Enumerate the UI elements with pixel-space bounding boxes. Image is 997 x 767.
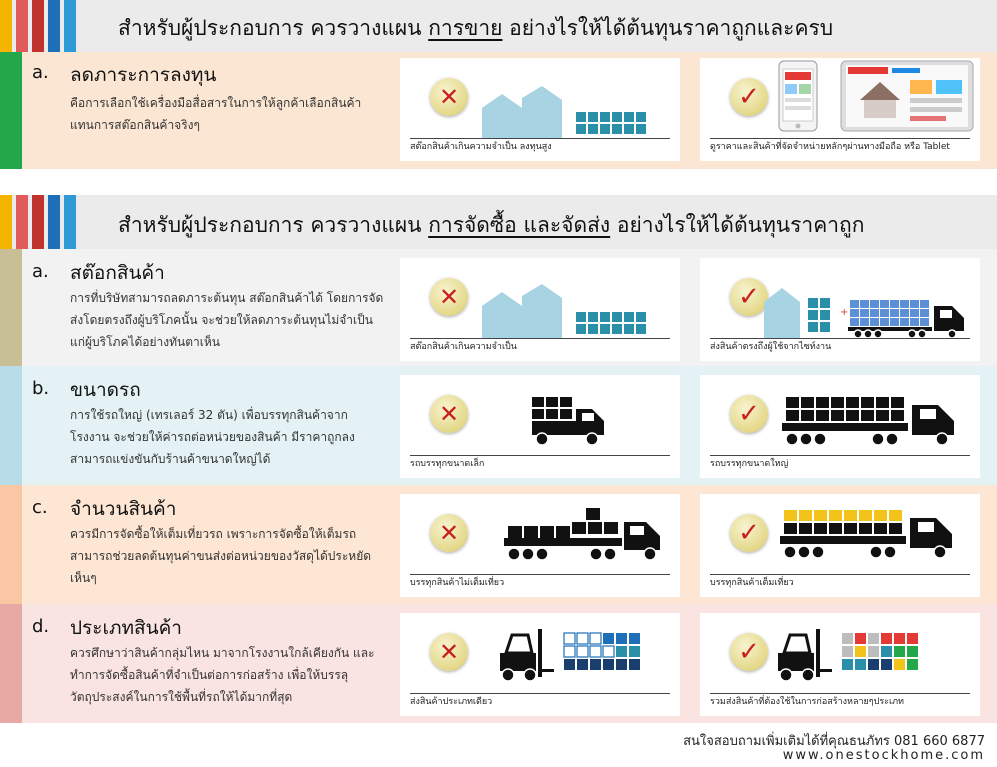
good-panel xyxy=(700,258,980,361)
section1-row xyxy=(0,52,997,169)
good-panel xyxy=(700,375,980,478)
tablet-illustration xyxy=(840,60,974,132)
good-caption: ดูราคาและสินค้าที่จัดจำหน่ายหลักๆผ่านทางมือถือ หรือ Tablet xyxy=(710,142,950,152)
row-quantity xyxy=(0,485,997,604)
row-accent xyxy=(0,52,22,169)
bad-caption: รถบรรทุกขนาดเล็ก xyxy=(410,459,485,469)
bad-panel xyxy=(400,258,680,361)
row-letter: b. xyxy=(32,378,50,399)
row-description: คือการเลือกใช้เครื่องมือสื่อสารในการให้ลูกค้าเลือกสินค้า แทนการสต๊อกสินค้าจริงๆ xyxy=(70,96,362,132)
good-panel xyxy=(700,494,980,597)
warehouse-truck-illustration xyxy=(762,284,974,340)
row-stock xyxy=(0,249,997,366)
check-icon: ✓ xyxy=(730,78,768,116)
bad-caption: ส่งสินค้าประเภทเดียว xyxy=(410,697,493,707)
cross-icon: ✕ xyxy=(430,278,468,316)
row-letter: a. xyxy=(32,62,49,83)
good-caption: บรรทุกสินค้าเต็มเที่ยว xyxy=(710,578,794,588)
check-icon: ✓ xyxy=(730,633,768,671)
row-description: การใช้รถใหญ่ (เทรเลอร์ 32 ตัน) เพื่อบรรทุกสินค้าจากโรงงาน จะช่วยให้ค่ารถต่อหน่วยของสินค้า มีราคาถูกลง สามารถแข่งขันกับร้านค้าขนาดใหญ่ได้ xyxy=(70,408,355,466)
row-title: ขนาดรถ xyxy=(70,379,141,401)
small-truck-illustration xyxy=(530,391,608,447)
color-stripes xyxy=(0,0,100,52)
row-letter: a. xyxy=(32,261,49,282)
phone-illustration xyxy=(778,60,818,132)
bad-caption: สต๊อกสินค้าเกินความจำเป็น xyxy=(410,342,517,352)
bad-caption: บรรทุกสินค้าไม่เต็มเที่ยว xyxy=(410,578,505,588)
bad-panel xyxy=(400,494,680,597)
row-accent xyxy=(0,249,22,366)
row-description: การที่บริษัทสามารถลดภาระต้นทุน สต๊อกสินค้าได้ โดยการจัดส่งโดยตรงถึงผู้บริโภคนั้น จะช่วยให้ลดภาระต้นทุนไม่จำเป็นแก่ผู้บริโภคได้อย่างทันตาเห็น xyxy=(70,291,384,349)
large-truck-illustration xyxy=(782,393,968,449)
row-title: ลดภาระการลงทุน xyxy=(70,64,217,86)
good-caption: รวมส่งสินค้าที่ต้องใช้ในการก่อสร้างหลายๆประเภท xyxy=(710,697,904,707)
row-accent xyxy=(0,604,22,723)
check-icon: ✓ xyxy=(730,395,768,433)
row-accent xyxy=(0,366,22,485)
row-title: จำนวนสินค้า xyxy=(70,498,177,520)
section1-header xyxy=(0,0,997,52)
forklift-single-type-illustration xyxy=(492,625,672,685)
row-letter: c. xyxy=(32,497,48,518)
check-icon: ✓ xyxy=(730,514,768,552)
full-load-truck-illustration xyxy=(780,506,966,564)
bad-panel xyxy=(400,58,680,161)
row-title: ประเภทสินค้า xyxy=(70,617,182,639)
warehouse-illustration xyxy=(480,86,660,138)
bad-caption: สต๊อกสินค้าเกินความจำเป็น ลงทุนสูง xyxy=(410,142,552,152)
good-caption: ส่งสินค้าตรงถึงผู้ใช้จากไซท์งาน xyxy=(710,342,832,352)
section1-title: สำหรับผู้ประกอบการ ควรวางแผน การขาย อย่างไรให้ได้ต้นทุนราคาถูกและครบ xyxy=(118,16,834,40)
color-stripes xyxy=(0,195,100,249)
cross-icon: ✕ xyxy=(430,78,468,116)
footer-contact: สนใจสอบถามเพิ่มเติมได้ที่คุณธนภัทร 081 660 6877 xyxy=(683,734,985,749)
row-description: ควรศึกษาว่าสินค้ากลุ่มไหน มาจากโรงงานใกล้เคียงกัน และทำการจัดซื้อสินค้าที่จำเป็นต่อการก่อสร้าง เพื่อให้บรรลุวัตถุประสงค์ในการใช้พื้นที่รถให้ได้มากที่สุด xyxy=(70,646,375,704)
cross-icon: ✕ xyxy=(430,633,468,671)
row-product-type xyxy=(0,604,997,723)
good-caption: รถบรรทุกขนาดใหญ่ xyxy=(710,459,789,469)
row-accent xyxy=(0,485,22,604)
section2-title: สำหรับผู้ประกอบการ ควรวางแผน การจัดซื้อ และจัดส่ง อย่างไรให้ได้ต้นทุนราคาถูก xyxy=(118,213,865,237)
cross-icon: ✕ xyxy=(430,395,468,433)
row-description: ควรมีการจัดซื้อให้เต็มเที่ยวรถ เพราะการจัดซื้อให้เต็มรถ สามารถช่วยลดต้นทุนค่าขนส่งต่อหน่วยของวัสดุได้ประหยัดเห็นๆ xyxy=(70,527,372,585)
check-icon: ✓ xyxy=(730,278,768,316)
bad-panel xyxy=(400,613,680,716)
svg-text:+: + xyxy=(840,307,849,318)
row-letter: d. xyxy=(32,616,50,637)
forklift-mixed-type-illustration xyxy=(770,625,970,685)
cross-icon: ✕ xyxy=(430,514,468,552)
partial-load-truck-illustration xyxy=(500,504,670,564)
row-truck-size xyxy=(0,366,997,485)
warehouse-illustration xyxy=(480,284,660,338)
section2-header xyxy=(0,195,997,249)
footer-url[interactable]: www.onestockhome.com xyxy=(782,748,985,763)
good-panel xyxy=(700,613,980,716)
row-title: สต๊อกสินค้า xyxy=(70,262,165,284)
bad-panel xyxy=(400,375,680,478)
good-panel xyxy=(700,58,980,161)
